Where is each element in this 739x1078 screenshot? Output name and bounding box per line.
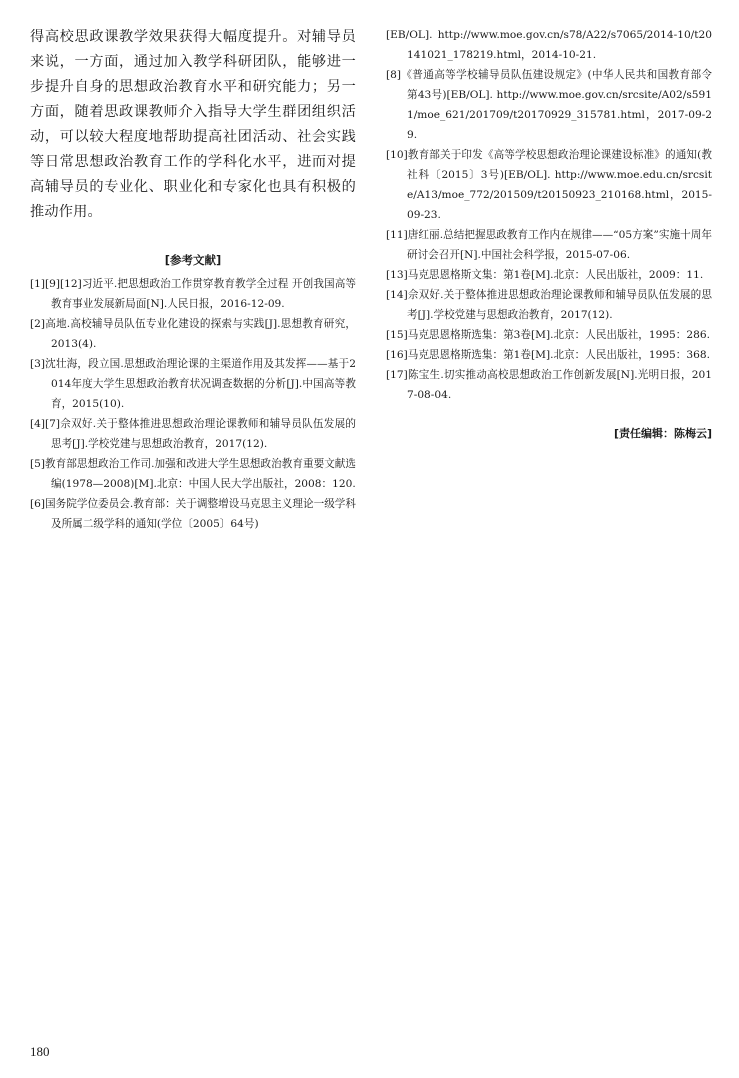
reference-item: [EB/OL]. http://www.moe.gov.cn/s78/A22/s7065/2014-10/t20141021_178219.html，2014-10-21. <box>386 29 712 61</box>
right-reference-list <box>386 25 712 405</box>
reference-item: [13]马克思恩格斯文集：第1卷[M].北京：人民出版社，2009：11. <box>386 269 704 281</box>
reference-item: [17]陈宝生.切实推动高校思想政治工作创新发展[N].光明日报，2017-08-04. <box>386 369 712 401</box>
reference-item: [8]《普通高等学校辅导员队伍建设规定》(中华人民共和国教育部令第43号)[EB/OL]. http://www.moe.gov.cn/srcsite/A02/s5911/moe_621/201709/t20170929_315781.html，2017-09-29. <box>386 69 712 141</box>
responsible-editor: [责任编辑：陈梅云] <box>613 427 712 440</box>
reference-item: [6]国务院学位委员会.教育部：关于调整增设马克思主义理论一级学科及所属二级学科的通知(学位〔2005〕64号) <box>30 498 356 530</box>
reference-item: [11]唐红丽.总结把握思政教育工作内在规律——“05方案”实施十周年研讨会召开[N].中国社会科学报，2015-07-06. <box>386 229 712 261</box>
reference-item: [2]高地.高校辅导员队伍专业化建设的探索与实践[J].思想教育研究，2013(4). <box>30 318 356 350</box>
references-title: [参考文献] <box>164 253 222 267</box>
reference-item: [10]教育部关于印发《高等学校思想政治理论课建设标准》的通知(教社科〔2015〕3号)[EB/OL]. http://www.moe.edu.cn/srcsite/A13/moe_772/201509/t20150923_210168.html，2015-09-23. <box>386 149 712 221</box>
right-column <box>386 25 712 441</box>
reference-item: [16]马克思恩格斯选集：第1卷[M].北京：人民出版社，1995：368. <box>386 349 710 361</box>
left-reference-list <box>30 274 356 534</box>
reference-item: [1][9][12]习近平.把思想政治工作贯穿教育教学全过程 开创我国高等教育事业发展新局面[N].人民日报，2016-12-09. <box>30 278 356 310</box>
left-column <box>30 25 356 534</box>
body-paragraph: 得高校思政课教学效果获得大幅度提升。对辅导员来说，一方面，通过加入教学科研团队，能够进一步提升自身的思想政治教育水平和研究能力；另一方面，随着思政课教师介入指导大学生群团组织活动，可以较大程度地帮助提高社团活动、社会实践等日常思想政治教育工作的学科化水平，进而对提高辅导员的专业化、职业化和专家化也具有积极的推动作用。 <box>30 29 356 220</box>
reference-item: [3]沈壮海，段立国.思想政治理论课的主渠道作用及其发挥——基于2014年度大学生思想政治教育状况调查数据的分析[J].中国高等教育，2015(10). <box>30 358 356 410</box>
reference-item: [15]马克思恩格斯选集：第3卷[M].北京：人民出版社，1995：286. <box>386 329 710 341</box>
reference-item: [4][7]佘双好.关于整体推进思想政治理论课教师和辅导员队伍发展的思考[J].学校党建与思想政治教育，2017(12). <box>30 418 356 450</box>
reference-item: [5]教育部思想政治工作司.加强和改进大学生思想政治教育重要文献选编(1978—2008)[M].北京：中国人民大学出版社，2008：120. <box>30 458 356 490</box>
reference-item: [14]佘双好.关于整体推进思想政治理论课教师和辅导员队伍发展的思考[J].学校党建与思想政治教育，2017(12). <box>386 289 712 321</box>
page-number: 180 <box>30 1044 50 1059</box>
